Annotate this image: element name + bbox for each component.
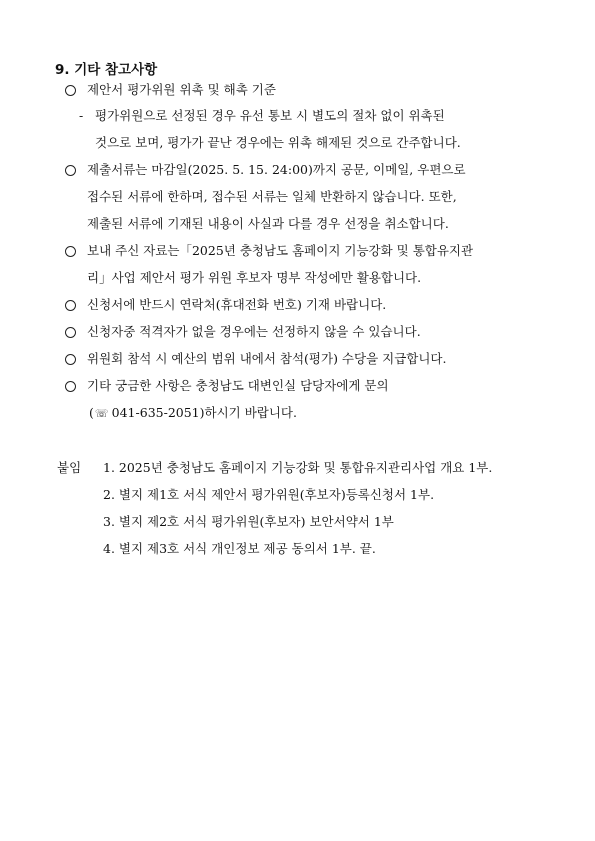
attachment-item: 4. 별지 제3호 서식 개인정보 제공 동의서 1부. 끝. <box>103 541 376 556</box>
attachment-item: 1. 2025년 충청남도 홈페이지 기능강화 및 통합유지관리사업 개요 1부. <box>103 460 493 475</box>
list-item-text: 제안서 평가위원 위촉 및 해촉 기준 <box>87 82 276 97</box>
attachment-label: 붙임 <box>57 460 82 475</box>
circle-bullet-icon <box>65 381 76 392</box>
attachment-item: 2. 별지 제1호 서식 제안서 평가위원(후보자)등록신청서 1부. <box>103 487 435 502</box>
circle-bullet-icon <box>65 300 76 311</box>
circle-bullet-icon <box>65 165 76 176</box>
list-item-text: 접수된 서류에 한하며, 접수된 서류는 일체 반환하지 않습니다. 또한, <box>87 189 457 204</box>
section-heading: 9. 기타 참고사항 <box>55 62 158 78</box>
circle-bullet-icon <box>65 246 76 257</box>
circle-bullet-icon <box>65 327 76 338</box>
list-item-text: 제출된 서류에 기재된 내용이 사실과 다를 경우 선정을 취소합니다. <box>87 216 449 231</box>
list-item-text: 신청서에 반드시 연락처(휴대전화 번호) 기재 바랍니다. <box>87 297 387 312</box>
circle-bullet-icon <box>65 354 76 365</box>
list-item-text: 기타 궁금한 사항은 충청남도 대변인실 담당자에게 문의 <box>87 378 389 393</box>
contact-phone: 041-635-2051)하시기 바랍니다. <box>111 405 297 420</box>
list-item-text: 보내 주신 자료는「2025년 충청남도 홈페이지 기능강화 및 통합유지관 <box>87 243 474 258</box>
circle-bullet-icon <box>65 85 76 96</box>
list-item-text: 위원회 참석 시 예산의 범위 내에서 참석(평가) 수당을 지급합니다. <box>87 351 447 366</box>
phone-icon: ☏ <box>94 407 109 420</box>
dash-marker: - <box>79 108 84 123</box>
list-item-text: 제출서류는 마감일(2025. 5. 15. 24:00)까지 공문, 이메일, 우편으로 <box>87 162 466 177</box>
attachment-item: 3. 별지 제2호 서식 평가위원(후보자) 보안서약서 1부 <box>103 514 394 529</box>
sub-item-line: 것으로 보며, 평가가 끝난 경우에는 위촉 해제된 것으로 간주합니다. <box>95 135 461 150</box>
list-item-text: 리」사업 제안서 평가 위원 후보자 명부 작성에만 활용합니다. <box>87 270 422 285</box>
contact-open-paren: ( <box>89 405 94 420</box>
sub-item-line: 평가위원으로 선정된 경우 유선 통보 시 별도의 절차 없이 위촉된 <box>95 108 445 123</box>
list-item-text: 신청자중 적격자가 없을 경우에는 선정하지 않을 수 있습니다. <box>87 324 421 339</box>
contact-text <box>89 405 297 422</box>
